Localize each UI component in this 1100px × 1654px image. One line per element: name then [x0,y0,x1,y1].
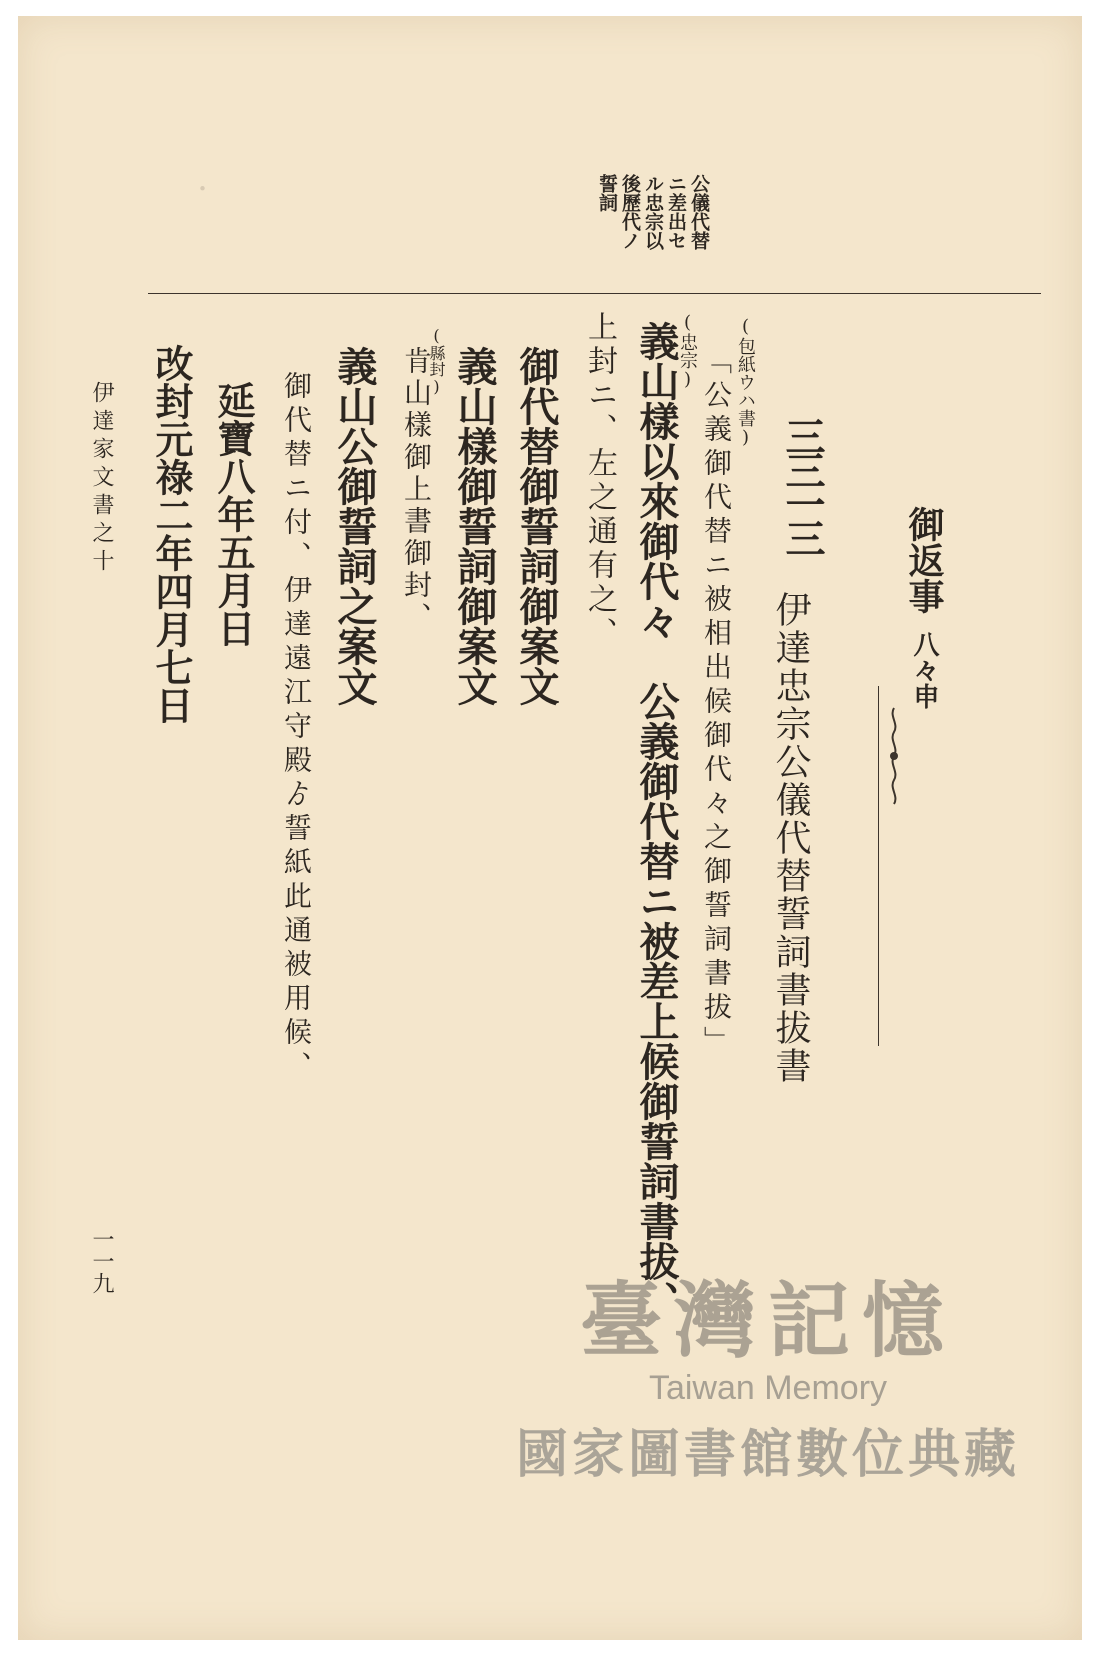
tadamune-note: (忠宗) [677,312,698,390]
body-line: 肯山樣御上書御封、 [400,346,433,634]
body-line: 御代替ニ付、伊達遠江守殿ゟ誓紙此通被用候、 [280,371,313,1085]
heading-note-line: ル忠宗以 [642,174,664,250]
body-line: 改封元祿二年四月七日 [149,344,194,724]
reply-sub: 八々申 [909,631,939,709]
kenpu-note: (縣封) [427,326,446,396]
wrapper-text: 「公義御代替ニ被相出候御代々之御誓詞書拔」 [700,346,733,1060]
heading-note-line: 誓詞 [596,174,618,212]
wrapper-note: (包紙ウハ書) [735,316,756,448]
watermark [488,1256,1048,1486]
heading-note-line: 公儀代替 [688,174,710,250]
body-line: 義山公御誓詞之案文 [331,346,378,706]
watermark-organization: 國家圖書館數位典藏 [515,1425,1020,1485]
heading-note-line: 後歷代ノ [619,174,641,250]
heading-note-line: ニ差出セ [665,174,687,250]
heading-note [558,174,708,284]
document-number: 三三一三 [779,416,826,552]
document-title: 伊達忠宗公儀代替誓詞書拔書 [770,591,811,1085]
reply-heading: 御返事 [903,506,945,614]
bleed-through-text: ・ [186,176,214,200]
page-number: 一一九 [89,1228,114,1294]
ornament-icon [879,706,909,806]
body-line: 義山樣以來御代々 公義御代替ニ被差上候御誓詞書拔、 [633,321,680,1321]
body-line: 上封ニ、左之通有之、 [582,311,617,651]
watermark-english: Taiwan Memory [648,1369,888,1407]
body-line: 義山樣御誓詞御案文 [451,346,498,706]
document-page [18,16,1082,1640]
body-line: 延寶八年五月日 [211,381,256,647]
watermark-logo-text: 臺灣記憶 [579,1273,956,1369]
body-line: 御代替御誓詞御案文 [513,346,560,706]
book-title: 伊達家文書之十 [89,381,114,577]
heading-rule [148,293,1041,294]
